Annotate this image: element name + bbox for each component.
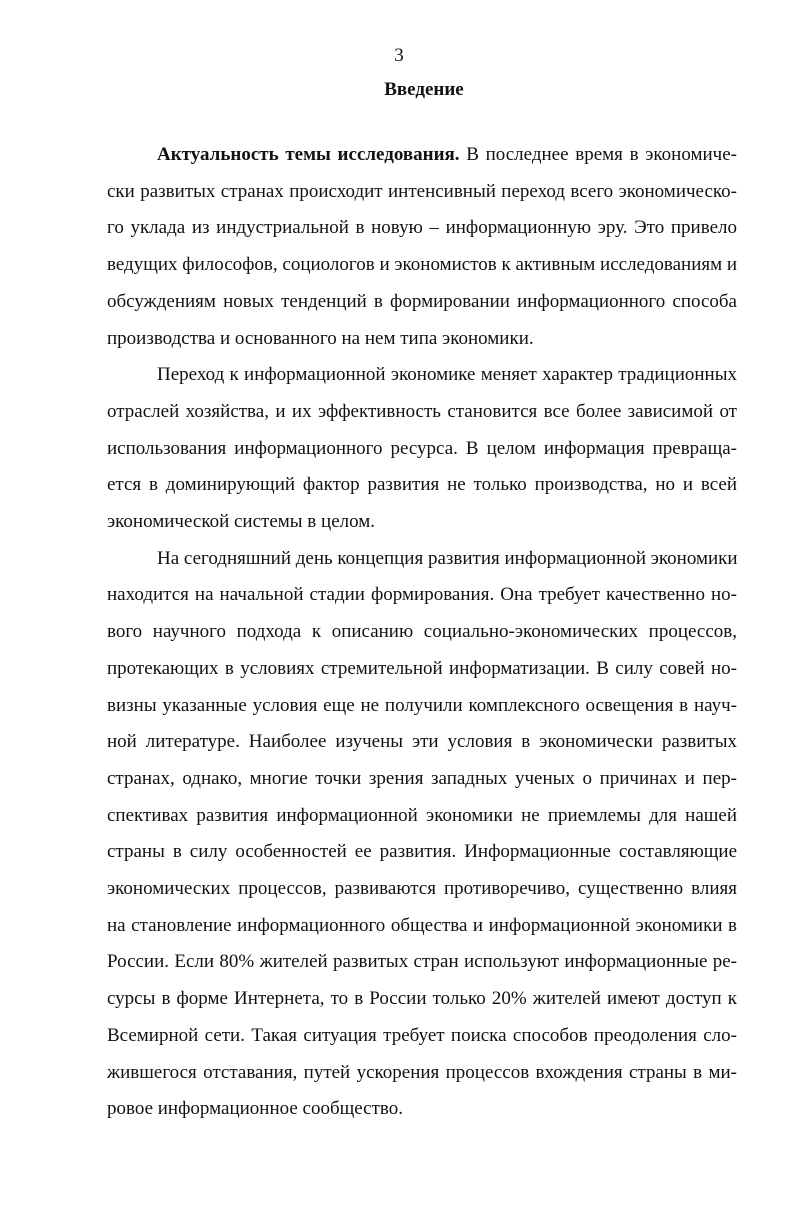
body-text [107,137,737,1128]
paragraph-line: ровое информационное сообщество. [107,1098,403,1120]
paragraph-line: го уклада из индустриальной в новую – информационную эру. Это привело [107,217,737,239]
paragraph-3 [107,541,737,1128]
paragraph-line: На сегодняшний день концепция развития информационной экономики [157,547,738,569]
paragraph-line: экономической системы в целом. [107,511,376,533]
section-heading: Введение [384,79,464,100]
paragraph-line: протекающих в условиях стремительной информатизации. В силу совей но- [107,657,737,679]
paragraph-line: экономических процессов, развиваются противоречиво, существенно влияя [107,878,737,900]
page-number: 3 [394,45,404,66]
paragraph-line: визны указанные условия еще не получили комплексного освещения в науч- [107,694,737,716]
paragraph-line: Всемирной сети. Такая ситуация требует поиска способов преодоления сло- [107,1024,737,1046]
paragraph-line: ведущих философов, социологов и экономистов к активным исследованиям и [107,254,738,276]
paragraph-line: вого научного подхода к описанию социально-экономических процессов, [107,621,737,643]
paragraph-line: использования информационного ресурса. В целом информация превраща- [107,437,737,459]
paragraph-line: спективах развития информационной экономики не приемлемы для нашей [107,804,737,826]
paragraph-line: ски развитых странах происходит интенсивный переход всего экономическо- [107,180,737,202]
paragraph-line: сурсы в форме Интернета, то в России только 20% жителей имеют доступ к [107,988,737,1010]
paragraph-line: ется в доминирующий фактор развития не только производства, но и всей [107,474,737,496]
paragraph-lead: Актуальность темы исследования. [157,144,460,165]
paragraph-line: находится на начальной стадии формирования. Она требует качественно но- [107,584,737,606]
paragraph-line: производства и основанного на нем типа экономики. [107,327,534,349]
paragraph-line: на становление информационного общества и информационной экономики в [107,914,737,936]
paragraph-1 [107,137,737,357]
paragraph-line: страны в силу особенностей ее развития. Информационные составляющие [107,841,737,863]
paragraph-line: России. Если 80% жителей развитых стран используют информационные ре- [107,951,737,973]
paragraph-line: отраслей хозяйства, и их эффективность становится все более зависимой от [107,400,737,422]
paragraph-line: обсуждениям новых тенденций в формировании информационного способа [107,290,737,312]
paragraph-line: странах, однако, многие точки зрения западных ученых о причинах и пер- [107,767,737,789]
paragraph-line: ной литературе. Наиболее изучены эти условия в экономически развитых [107,731,737,753]
paragraph-2 [107,357,737,541]
paragraph-line: Переход к информационной экономике меняет характер традиционных [157,364,737,386]
paragraph-line-text: В последнее время в экономиче- [459,144,737,165]
paragraph-line [107,137,737,174]
paragraph-line: жившегося отставания, путей ускорения процессов вхождения страны в ми- [107,1061,737,1083]
